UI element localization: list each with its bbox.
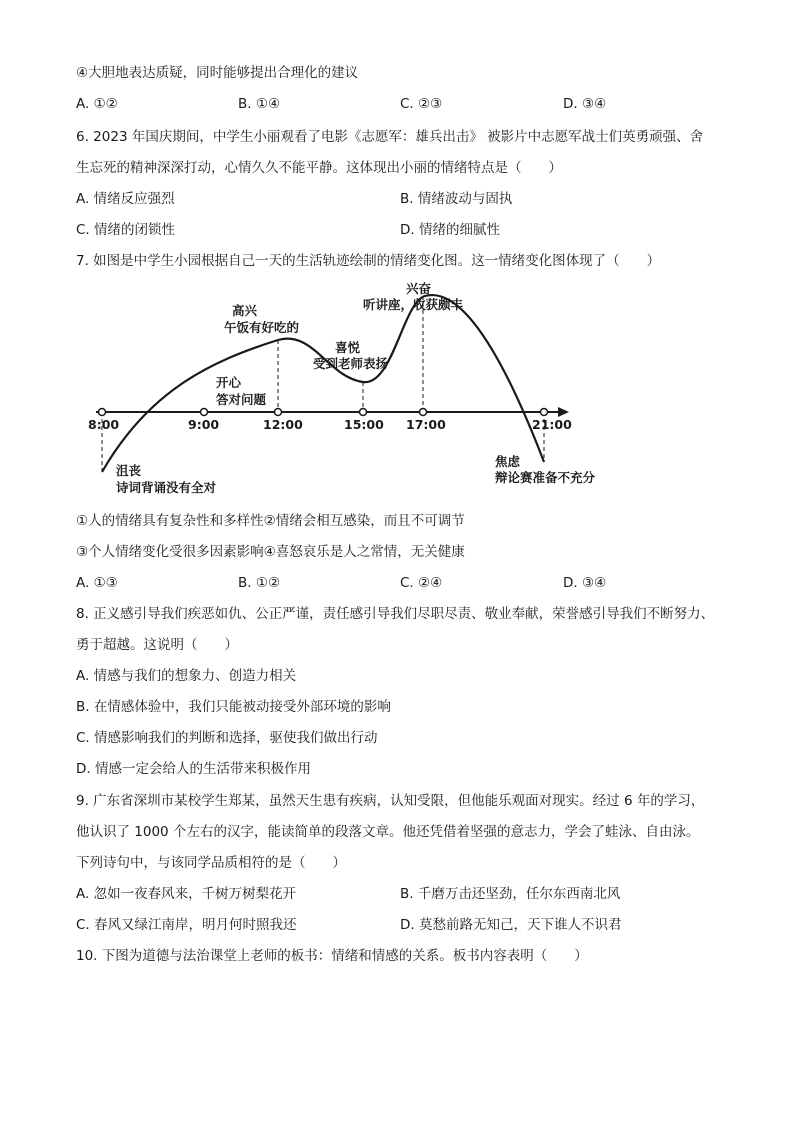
q10-stem: 10. 下图为道德与法治课堂上老师的板书：情绪和情感的关系。板书内容表明（ ）	[76, 948, 588, 964]
q8-option-c[interactable]: C. 情感影响我们的判断和选择，驱使我们做出行动	[76, 730, 378, 746]
q5-item4: ④大胆地表达质疑，同时能够提出合理化的建议	[76, 65, 359, 81]
q7-option-c[interactable]: C. ②④	[400, 575, 443, 591]
q9-option-b[interactable]: B. 千磨万击还坚劲，任尔东西南北风	[400, 886, 621, 902]
tick-point-17	[420, 409, 427, 416]
tick-label-17: 17:00	[406, 417, 446, 432]
q6-option-d[interactable]: D. 情绪的细腻性	[400, 222, 500, 238]
tick-label-9: 9:00	[188, 417, 220, 432]
q9-option-d[interactable]: D. 莫愁前路无知己，天下谁人不识君	[400, 917, 622, 933]
q8-option-d[interactable]: D. 情感一定会给人的生活带来积极作用	[76, 761, 311, 777]
q8-stem-line2: 勇于超越。这说明（ ）	[76, 637, 238, 653]
tick-point-12	[275, 409, 282, 416]
q5-option-b[interactable]: B. ①④	[238, 96, 281, 112]
q6-option-c[interactable]: C. 情绪的闭锁性	[76, 222, 176, 238]
emotion-change-chart	[88, 282, 618, 502]
q9-stem-line1: 9. 广东省深圳市某校学生郑某，虽然天生患有疾病，认知受限，但他能乐观面对现实。经过 6 年的学习，	[76, 793, 705, 809]
annot-mood-4: 兴奋	[406, 282, 432, 296]
q7-stem: 7. 如图是中学生小园根据自己一天的生活轨迹绘制的情绪变化图。这一情绪变化图体现了（ ）	[76, 253, 661, 269]
q6-stem-line1: 6. 2023 年国庆期间，中学生小丽观看了电影《志愿军：雄兵出击》 被影片中志愿军战士们英勇顽强、舍	[76, 129, 704, 145]
q5-option-a[interactable]: A. ①②	[76, 96, 118, 112]
q9-option-a[interactable]: A. 忽如一夜春风来，千树万树梨花开	[76, 886, 297, 902]
q7-option-a[interactable]: A. ①③	[76, 575, 118, 591]
annot-cause-5: 辩论赛准备不充分	[495, 470, 596, 485]
q8-option-a[interactable]: A. 情感与我们的想象力、创造力相关	[76, 668, 297, 684]
annot-cause-1: 答对问题	[216, 392, 267, 407]
annot-mood-0: 沮丧	[116, 463, 142, 478]
q6-option-a[interactable]: A. 情绪反应强烈	[76, 191, 175, 207]
emotion-curve	[102, 295, 544, 472]
q7-option-b[interactable]: B. ①②	[238, 575, 281, 591]
q8-stem-line1: 8. 正义感引导我们疾恶如仇、公正严谨，责任感引导我们尽职尽责、敬业奉献，荣誉感引导我们不断努力、	[76, 606, 715, 622]
q9-stem-line2: 他认识了 1000 个左右的汉字，能读简单的段落文章。他还凭借着坚强的意志力，学会了蛙泳、自由泳。	[76, 824, 700, 840]
q9-stem-line3: 下列诗句中，与该同学品质相符的是（ ）	[76, 855, 346, 871]
tick-point-8	[99, 409, 106, 416]
annot-cause-3: 受到老师表扬	[313, 356, 389, 371]
tick-point-21	[541, 409, 548, 416]
annot-mood-1: 开心	[216, 375, 242, 390]
annot-mood-5: 焦虑	[495, 454, 521, 469]
tick-label-12: 12:00	[263, 417, 303, 432]
annot-cause-2: 午饭有好吃的	[224, 320, 300, 335]
tick-label-15: 15:00	[344, 417, 384, 432]
q9-option-c[interactable]: C. 春风又绿江南岸，明月何时照我还	[76, 917, 297, 933]
q6-option-b[interactable]: B. 情绪波动与固执	[400, 191, 513, 207]
annot-mood-3: 喜悦	[335, 340, 361, 355]
q7-items-line1: ①人的情绪具有复杂性和多样性②情绪会相互感染，而且不可调节	[76, 513, 465, 529]
q6-stem-line2: 生忘死的精神深深打动，心情久久不能平静。这体现出小丽的情绪特点是（ ）	[76, 160, 562, 176]
annot-mood-2: 高兴	[232, 303, 258, 318]
annot-cause-0: 诗词背诵没有全对	[116, 480, 217, 495]
tick-point-15	[360, 409, 367, 416]
q7-option-d[interactable]: D. ③④	[563, 575, 607, 591]
tick-point-9	[201, 409, 208, 416]
annot-cause-4: 听讲座，收获颇丰	[363, 297, 464, 312]
q5-option-c[interactable]: C. ②③	[400, 96, 443, 112]
tick-label-21: 21:00	[532, 417, 572, 432]
q8-option-b[interactable]: B. 在情感体验中，我们只能被动接受外部环境的影响	[76, 699, 391, 715]
tick-label-8: 8:00	[88, 417, 120, 432]
q5-option-d[interactable]: D. ③④	[563, 96, 607, 112]
axis-arrow	[558, 407, 569, 417]
q7-items-line2: ③个人情绪变化受很多因素影响④喜怒哀乐是人之常情，无关健康	[76, 544, 465, 560]
